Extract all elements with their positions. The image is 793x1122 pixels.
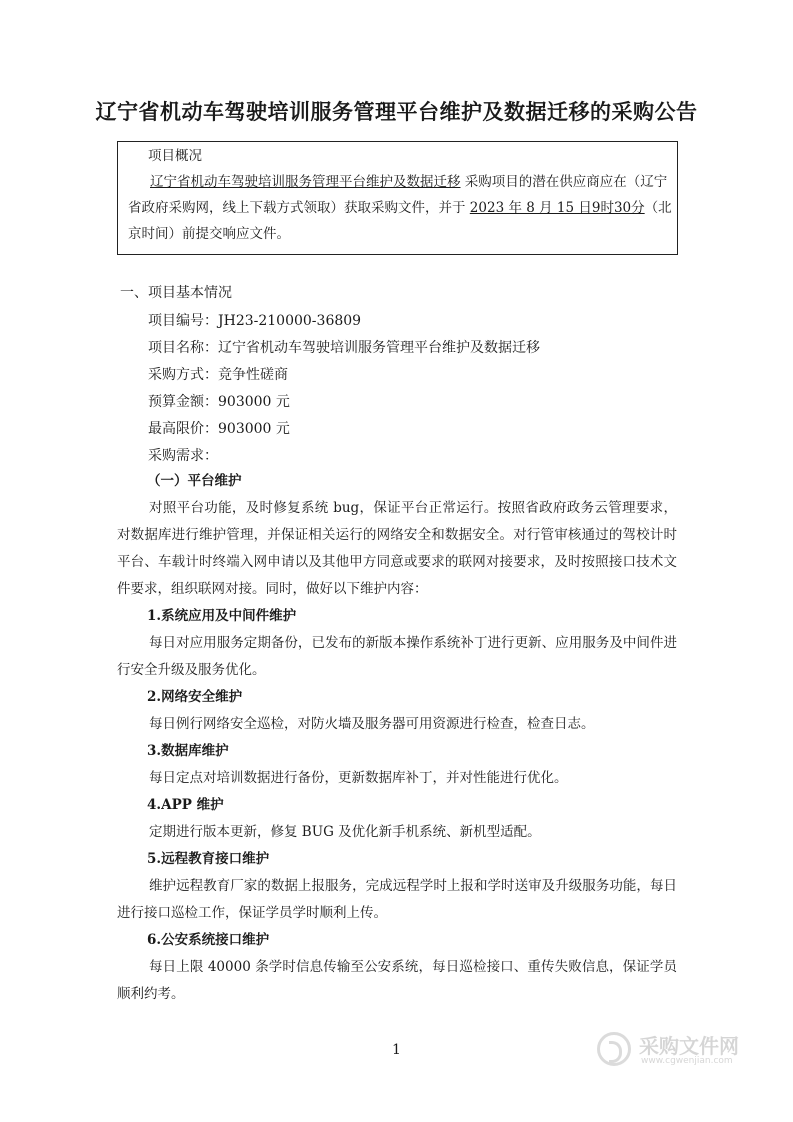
req-heading-3: 3.数据库维护 xyxy=(147,743,229,759)
document-title: 辽宁省机动车驾驶培训服务管理平台维护及数据迁移的采购公告 xyxy=(95,99,698,124)
page-number: 1 xyxy=(392,1042,401,1058)
overview-project-name: 辽宁省机动车驾驶培训服务管理平台维护及数据迁移 xyxy=(150,174,461,190)
project-overview-box xyxy=(117,141,678,255)
req-text-6: 每日上限 40000 条学时信息传输至公安系统，每日巡检接口、重传失败信息，保证学员顺利约考。 xyxy=(117,959,677,1002)
info-project-name: 项目名称：辽宁省机动车驾驶培训服务管理平台维护及数据迁移 xyxy=(148,340,540,356)
overview-text-2: （北京时间）前提交响应文件。 xyxy=(128,200,672,242)
overview-paragraph xyxy=(128,169,673,247)
info-requirements-label: 采购需求： xyxy=(148,448,218,464)
platform-maintenance-intro: 对照平台功能，及时修复系统 bug，保证平台正常运行。按照省政府政务云管理要求，对数据库进行维护管理，并保证相关运行的网络安全和数据安全。对行管审核通过的驾校计时平台、车载计时终端入网申请以及其他甲方同意或要求的联网对接要求，及时按照接口技术文件要求，组织联网对接。同时，做好以下维护内容： xyxy=(117,500,677,597)
platform-maintenance-heading: （一）平台维护 xyxy=(147,473,242,489)
requirements-body xyxy=(117,468,677,1008)
req-heading-5: 5.远程教育接口维护 xyxy=(147,851,270,867)
overview-heading: 项目概况 xyxy=(148,148,202,164)
req-text-4: 定期进行版本更新，修复 BUG 及优化新手机系统、新机型适配。 xyxy=(149,824,541,840)
req-heading-1: 1.系统应用及中间件维护 xyxy=(147,608,297,624)
req-heading-4: 4.APP 维护 xyxy=(147,797,224,813)
req-heading-2: 2.网络安全维护 xyxy=(147,689,243,705)
watermark-logo-icon xyxy=(597,1032,631,1066)
req-text-2: 每日例行网络安全巡检，对防火墙及服务器可用资源进行检查，检查日志。 xyxy=(149,716,595,732)
watermark-url: www.cgwenjian.com xyxy=(641,1056,733,1066)
req-text-1: 每日对应用服务定期备份，已发布的新版本操作系统补丁进行更新、应用服务及中间件进行安全升级及服务优化。 xyxy=(117,635,677,678)
info-max-price: 最高限价：903000 元 xyxy=(148,421,290,437)
req-text-5: 维护远程教育厂家的数据上报服务，完成远程学时上报和学时送审及升级服务功能，每日进行接口巡检工作，保证学员学时顺利上传。 xyxy=(117,878,677,921)
info-project-number: 项目编号：JH23-210000-36809 xyxy=(148,313,362,329)
watermark xyxy=(597,1030,757,1070)
info-budget: 预算金额：903000 元 xyxy=(148,394,290,410)
overview-text-1: 采购项目的潜在供应商应在（辽宁省政府采购网，线上下载方式领取）获取采购文件，并于 xyxy=(128,174,668,216)
req-heading-6: 6.公安系统接口维护 xyxy=(147,932,270,948)
overview-deadline: 2023 年 8 月 15 日9时30分 xyxy=(469,200,645,216)
section-heading-basic-info: 一、项目基本情况 xyxy=(120,285,232,301)
req-text-3: 每日定点对培训数据进行备份，更新数据库补丁，并对性能进行优化。 xyxy=(149,770,568,786)
info-procurement-method: 采购方式：竞争性磋商 xyxy=(148,367,288,383)
watermark-name: 采购文件网 xyxy=(639,1034,739,1058)
